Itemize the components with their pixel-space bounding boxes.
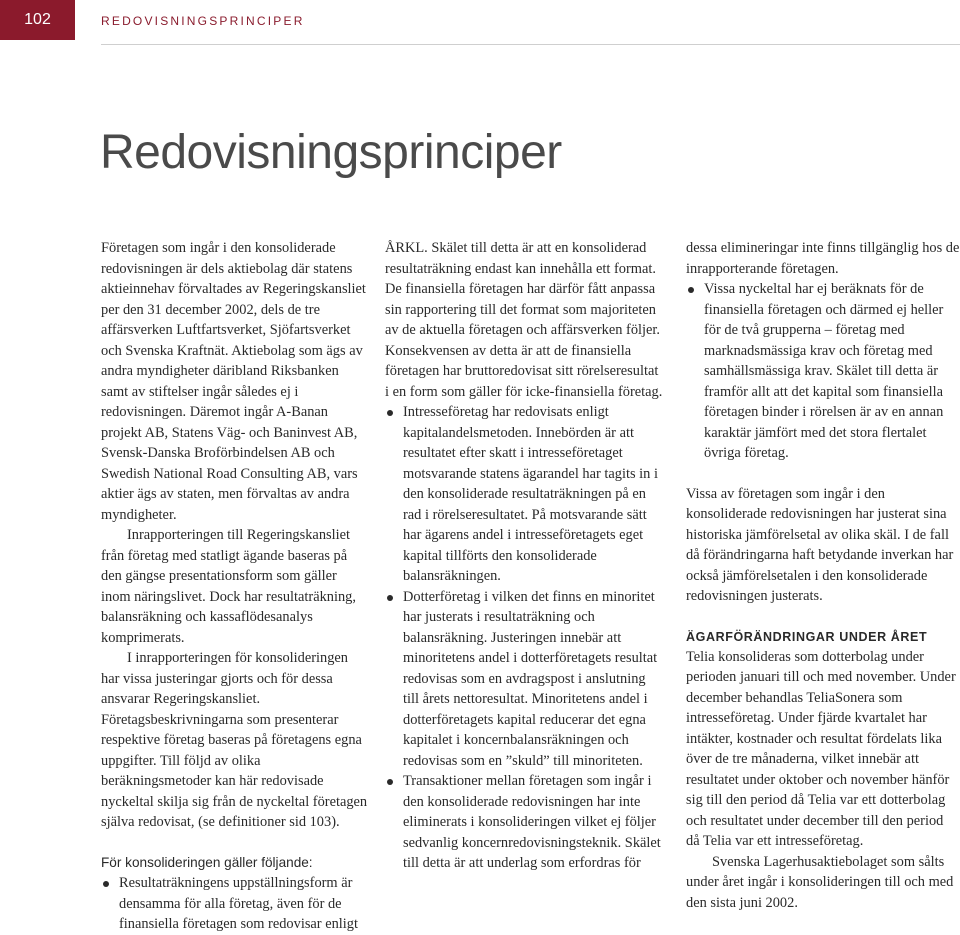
section-heading: ÄGARFÖRÄNDRINGAR UNDER ÅRET <box>686 629 928 644</box>
paragraph: I inrapporteringen för konsolideringen har vissa justeringar gjorts och för dessa ansvarar Regeringskansliet. Företagsbeskrivningarna som presenterar respektive företag baseras på företagens egna uppgifter. Till följd av olika beräkningsmetoder kan här redovisade nyckeltal skilja sig från de nyckeltal företagen själva redovisat, (se definitioner sid 103). <box>101 650 368 830</box>
text-column-2 <box>385 238 663 874</box>
text-column-3 <box>686 238 960 913</box>
bullet-item: Transaktioner mellan företagen som ingår i den konsoliderade redovisningen har inte eliminerats i konsolideringen vilket ej följer sedvanlig koncernredovisningsteknik. Skälet till detta är att underlag som erfordras för <box>385 771 663 874</box>
paragraph: Vissa av företagen som ingår i den konsoliderade redovisningen har justerat sina historiska jämförelsetal av olika skäl. I de fall då förändringarna haft betydande inverkan har också jämförelsetalen i den konsoliderade redovisningen justerats. <box>686 485 954 604</box>
page-number-badge <box>0 0 75 40</box>
running-head: REDOVISNINGSPRINCIPER <box>101 14 305 28</box>
paragraph: dessa elimineringar inte finns tillgänglig hos de inrapporterande företagen. <box>686 240 960 277</box>
paragraph: Företagen som ingår i den konsoliderade redovisningen är dels aktiebolag där statens aktieinnehav förvaltades av Regeringskansliet per den 31 december 2002, dels de tre affärsverken Luftfartsverket, Sjöfartsverket och Svenska Kraftnät. Aktiebolag som ägs av andra myndigheter däribland Riksbanken samt av stiftelser ingår således ej i redovisningen. Däremot ingår A-Banan projekt AB, Statens Väg- och Baninvest AB, Svensk-Danska Broförbindelsen AB och Swedish National Road Consulting AB, vars aktier ägs av staten, men förvaltas av andra myndigheter. <box>101 240 366 523</box>
bullet-item: Resultaträkningens uppställningsform är densamma för alla företag, även för de finansiella företagen som redovisar enligt <box>101 873 369 935</box>
paragraph: Svenska Lagerhusaktiebolaget som sålts under året ingår i konsolideringen till och med den sista juni 2002. <box>686 853 954 911</box>
header-rule <box>101 44 960 45</box>
bullet-item: Vissa nyckeltal har ej beräknats för de finansiella företagen och därmed ej heller för de två grupperna – företag med marknadsmässiga krav och företag med samhällsmässiga krav. Skälet till detta är framför allt att det kapital som finansiella företagen binder i rörelsen är av en annan karaktär jämfört med det stora flertalet övriga företag. <box>686 279 960 464</box>
bullet-item: Intresseföretag har redovisats enligt kapitalandelsmetoden. Innebörden är att resultatet efter skatt i intresseföretaget motsvarande statens ägarandel har tagits in i den konsoliderade resultaträkningen på en rad i rörelseresultatet. På motsvarande sätt har ägarens andel i intresseföretagets eget kapital tillförts den konsoliderade balansräkningen. <box>385 402 663 587</box>
page-title: Redovisningsprinciper <box>100 126 562 179</box>
list-lead: För konsolideringen gäller följande: <box>101 854 313 870</box>
paragraph: Telia konsolideras som dotterbolag under perioden januari till och med november. Under december behandlas TeliaSonera som intresseföretag. Under fjärde kvartalet har intäkter, kostnader och resultat fördelats lika över de tre månaderna, vilket innebär att resultatet under oktober och november hänför sig till den period då Telia var ett dotterbolag och resultatet under december till den period då Telia var ett intresseföretag. <box>686 648 956 849</box>
text-column-1 <box>101 238 369 935</box>
page-number: 102 <box>24 11 51 28</box>
paragraph: ÅRKL. Skälet till detta är att en konsoliderad resultaträkning endast kan innehålla ett format. De finansiella företagen har därför fått anpassa sin rapportering till det format som majoriteten av de aktuella företagen och affärsverken följer. Konsekvensen av detta är att de finansiella företagen har bruttoredovisat sitt rörelseresultat i en form som gäller för icke-finansiella företag. <box>385 240 663 400</box>
bullet-item: Dotterföretag i vilken det finns en minoritet har justerats i resultaträkning och balansräkning. Justeringen innebär att minoritetens andel i dotterföretagets resultat redovisas som en avdragspost i anslutning till årets nettoresultat. Minoritetens andel i dotterföretagets kapital reducerar det egna kapitalet i koncernbalansräkningen och redovisas som en ”skuld” till minoriteten. <box>385 587 663 772</box>
paragraph: Inrapporteringen till Regeringskansliet från företag med statligt ägande baseras på den gängse presentationsform som gäller inom näringslivet. Dock har resultaträkning, balansräkning och kassaflödesanalys komprimerats. <box>101 527 356 646</box>
